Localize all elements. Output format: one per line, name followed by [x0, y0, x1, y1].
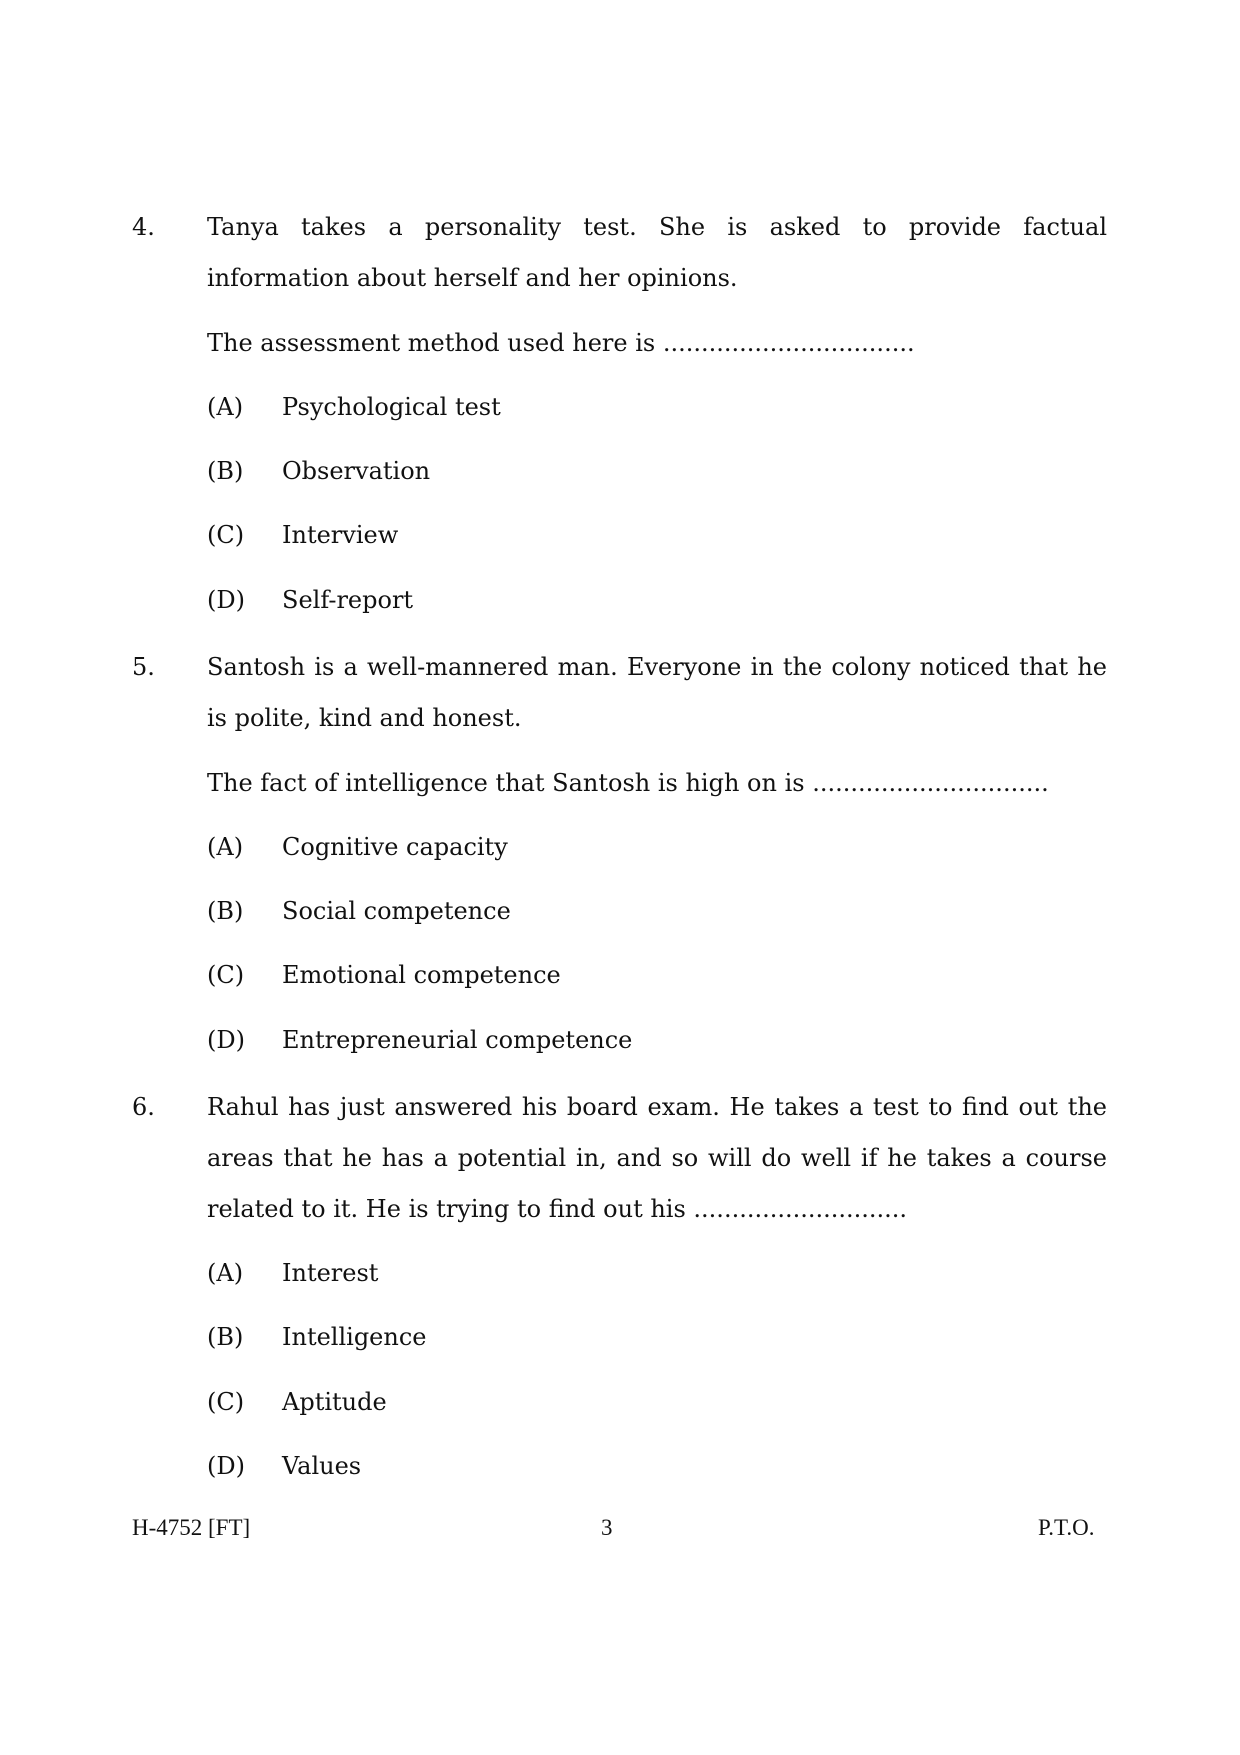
- option-letter: (C): [207, 961, 245, 989]
- option-text: Self-report: [282, 586, 414, 614]
- option-a: [207, 382, 501, 433]
- option-letter: (B): [207, 1323, 244, 1351]
- option-d: [207, 575, 413, 626]
- option-letter: (A): [207, 393, 244, 421]
- option-letter: (D): [207, 1452, 245, 1480]
- option-d: [207, 1441, 361, 1492]
- question-stem: Tanya takes a personality test. She is asked to provide factual information about herself and her opinions.: [207, 213, 1107, 292]
- pto-label: P.T.O.: [1038, 1515, 1095, 1540]
- option-text: Emotional competence: [282, 961, 561, 989]
- option-letter: (C): [207, 1388, 245, 1416]
- option-b: [207, 886, 511, 937]
- option-c: [207, 950, 561, 1001]
- question-prompt: The assessment method used here is .................................: [207, 329, 915, 357]
- option-letter: (C): [207, 521, 245, 549]
- question-number: 6.: [132, 1093, 155, 1121]
- option-d: [207, 1015, 632, 1066]
- option-text: Aptitude: [282, 1388, 387, 1416]
- option-letter: (D): [207, 586, 245, 614]
- option-a: [207, 822, 508, 873]
- option-c: [207, 1377, 387, 1428]
- question-stem: Santosh is a well-mannered man. Everyone in the colony noticed that he is polite, kind and honest.: [207, 653, 1107, 732]
- option-text: Entrepreneurial competence: [282, 1026, 633, 1054]
- option-letter: (D): [207, 1026, 245, 1054]
- option-text: Observation: [282, 457, 431, 485]
- option-text: Interest: [282, 1259, 379, 1287]
- option-text: Interview: [282, 521, 399, 549]
- question-stem: Rahul has just answered his board exam. He takes a test to find out the areas that he has a potential in, and so will do well if he takes a course related to it. He is trying to find out his ............................: [207, 1093, 1107, 1223]
- option-letter: (B): [207, 897, 244, 925]
- option-text: Intelligence: [282, 1323, 427, 1351]
- option-text: Values: [282, 1452, 362, 1480]
- option-c: [207, 510, 398, 561]
- option-b: [207, 446, 430, 497]
- question-number: 4.: [132, 213, 155, 241]
- option-letter: (A): [207, 833, 244, 861]
- option-text: Cognitive capacity: [282, 833, 508, 861]
- option-letter: (A): [207, 1259, 244, 1287]
- paper-code: H-4752 [FT]: [132, 1515, 251, 1540]
- option-text: Psychological test: [282, 393, 501, 421]
- page-number: 3: [601, 1515, 613, 1540]
- question-number: 5.: [132, 653, 155, 681]
- option-a: [207, 1248, 378, 1299]
- option-text: Social competence: [282, 897, 511, 925]
- option-letter: (B): [207, 457, 244, 485]
- option-b: [207, 1312, 426, 1363]
- question-prompt: The fact of intelligence that Santosh is high on is ...............................: [207, 769, 1049, 797]
